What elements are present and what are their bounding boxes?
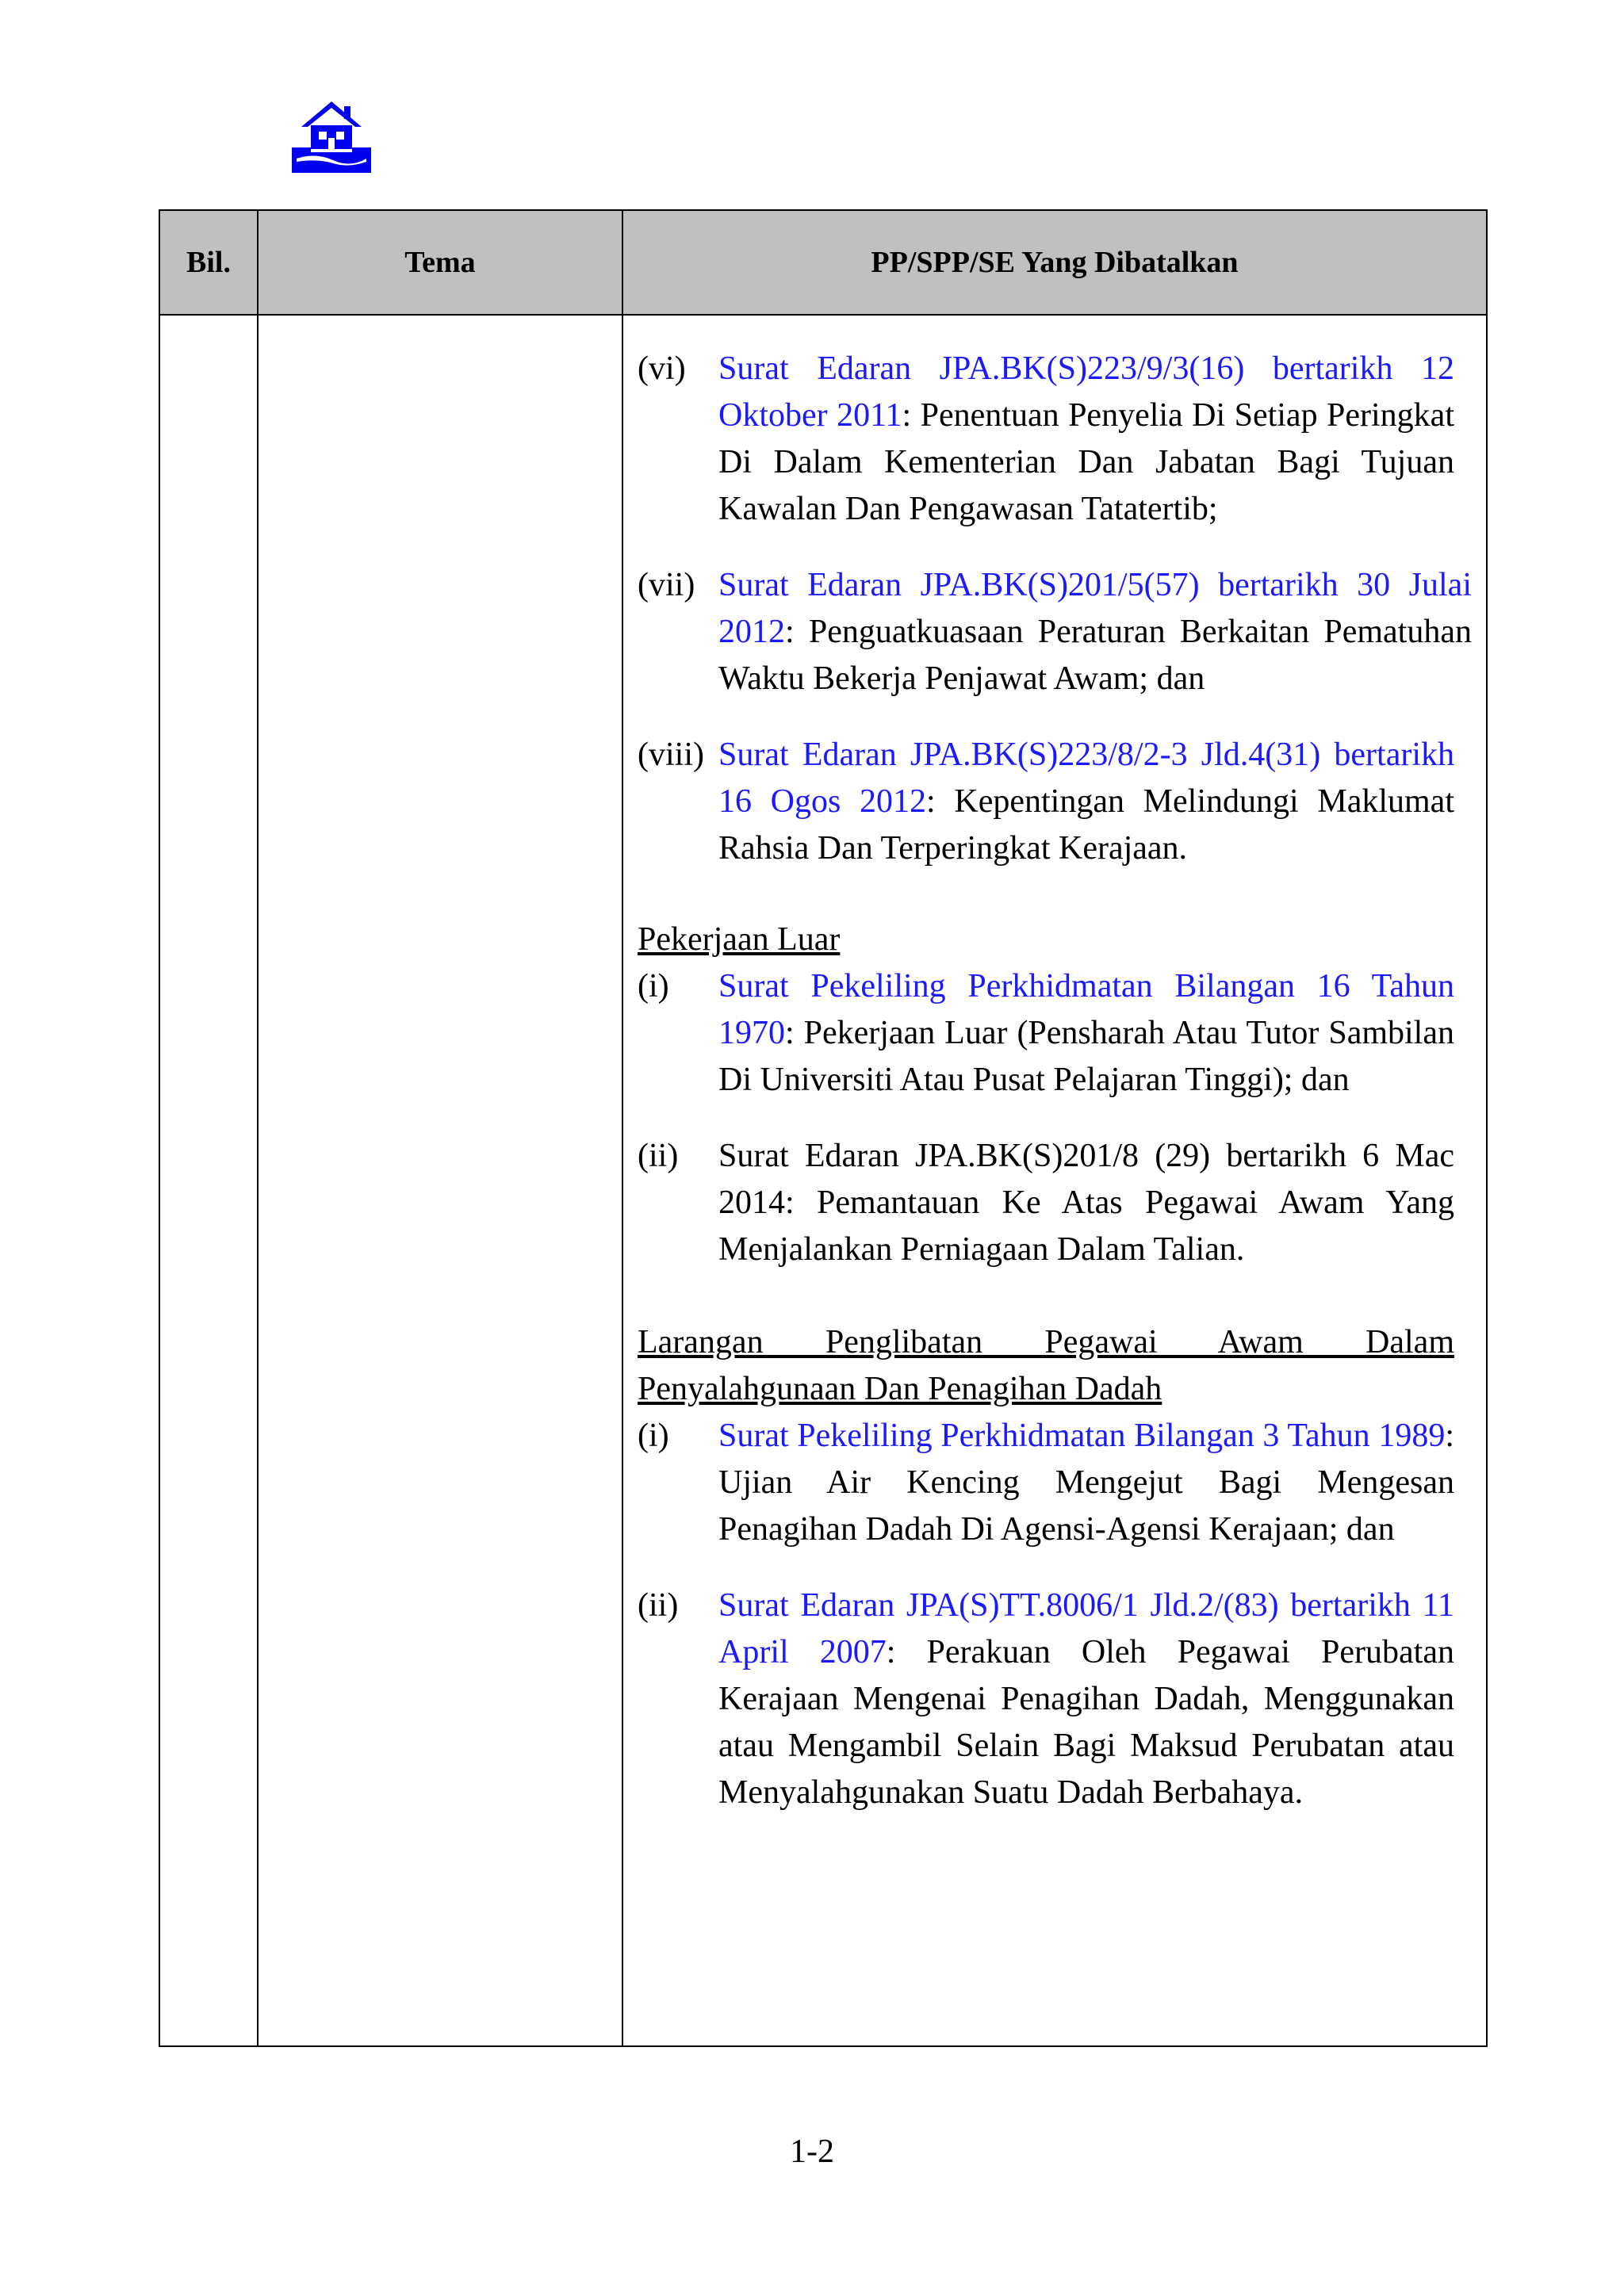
circular-link[interactable]: Surat Edaran JPA.BK(S)201/5(57) bertarikh 30 Julai 2012	[718, 567, 1472, 650]
section-heading-larangan: Larangan Penglibatan Pegawai Awam Dalam Penyalahgunaan Dan Penagihan Dadah	[638, 1324, 1454, 1407]
document-table	[159, 209, 1488, 2047]
item-description: : Kepentingan Melindungi Maklumat Rahsia Dan Terperingkat Kerajaan.	[718, 783, 1454, 867]
list-item	[638, 1413, 1454, 1553]
item-description: : Perakuan Oleh Pegawai Perubatan Kerajaan Mengenai Penagihan Dadah, Menggunakan atau Mengambil Selain Bagi Maksud Perubatan atau Menyalahgunakan Suatu Dadah Berbahaya.	[718, 1634, 1454, 1811]
header-bil: Bil.	[159, 210, 258, 315]
circular-link[interactable]: Surat Edaran JPA.BK(S)223/8/2-3 Jld.4(31) bertarikh 16 Ogos 2012	[718, 737, 1454, 820]
list-item	[638, 732, 1454, 872]
circular-link[interactable]: Surat Edaran JPA.BK(S)223/9/3(16) bertarikh 12 Oktober 2011	[718, 350, 1454, 434]
header-tema: Tema	[258, 210, 622, 315]
cell-bil	[159, 315, 258, 2046]
list-item	[638, 963, 1454, 1104]
table-header-row	[159, 210, 1487, 315]
item-number: (vii)	[638, 567, 695, 603]
list-item	[638, 1133, 1454, 1273]
circular-link[interactable]: Surat Pekeliling Perkhidmatan Bilangan 16 Tahun 1970	[718, 968, 1454, 1051]
item-number: (i)	[638, 1418, 669, 1454]
page-number: 1-2	[790, 2133, 834, 2170]
list-item	[638, 346, 1454, 533]
circular-link[interactable]: Surat Edaran JPA(S)TT.8006/1 Jld.2/(83) bertarikh 11 April 2007	[718, 1587, 1454, 1670]
item-description: : Penentuan Penyelia Di Setiap Peringkat Di Dalam Kementerian Dan Jabatan Bagi Tujuan Kawalan Dan Pengawasan Tatatertib;	[718, 397, 1454, 527]
cell-tema	[258, 315, 622, 2046]
circular-link[interactable]: Surat Pekeliling Perkhidmatan Bilangan 3 Tahun 1989	[718, 1418, 1446, 1454]
list-item	[638, 1582, 1454, 1816]
item-number: (i)	[638, 968, 669, 1004]
item-number: (ii)	[638, 1138, 679, 1174]
item-description: : Pekerjaan Luar (Pensharah Atau Tutor Sambilan Di Universiti Atau Pusat Pelajaran Tinggi); dan	[718, 1015, 1454, 1098]
item-number: (viii)	[638, 737, 704, 773]
table-row	[159, 315, 1487, 2046]
item-number: (ii)	[638, 1587, 679, 1624]
item-description: : Penguatkuasaan Peraturan Berkaitan Pematuhan Waktu Bekerja Penjawat Awam; dan	[718, 614, 1472, 697]
list-item	[638, 562, 1472, 702]
home-icon[interactable]	[292, 100, 371, 176]
cell-content	[622, 315, 1487, 2046]
item-description: : Ujian Air Kencing Mengejut Bagi Mengesan Penagihan Dadah Di Agensi-Agensi Kerajaan; dan	[718, 1418, 1454, 1548]
item-number: (vi)	[638, 350, 686, 387]
item-description: Surat Edaran JPA.BK(S)201/8 (29) bertarikh 6 Mac 2014: Pemantauan Ke Atas Pegawai Awam Yang Menjalankan Perniagaan Dalam Talian.	[718, 1138, 1454, 1268]
section-heading-pekerjaan-luar: Pekerjaan Luar	[638, 921, 841, 958]
header-pp-spp-se: PP/SPP/SE Yang Dibatalkan	[622, 210, 1487, 315]
